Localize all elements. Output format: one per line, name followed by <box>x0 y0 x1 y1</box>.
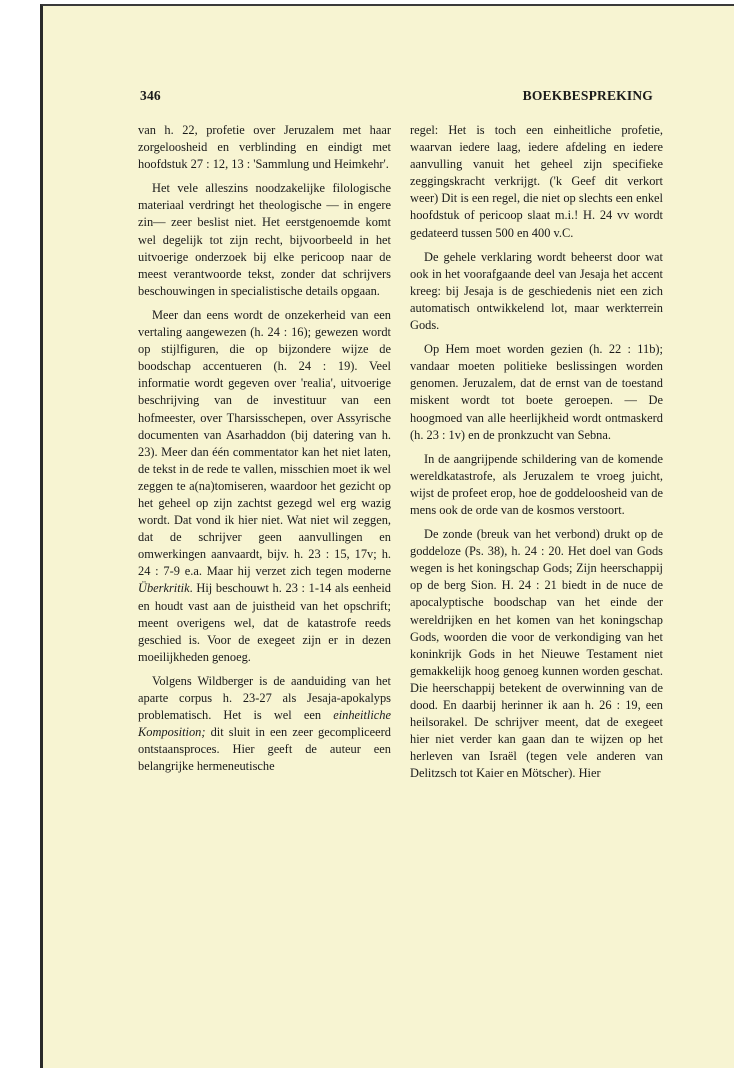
italic-term: einheitliche Komposition; <box>138 708 391 740</box>
paragraph: Meer dan eens wordt de onzekerheid van een vertaling aangewezen (h. 24 : 16); gewezen wordt op stijlfiguren, die op bijzondere wijze de boodschap accentueren (h. 24 : 19). Veel informatie wordt gegeven over 'realia', uitvoerige beschrijving van de investituur van een hofmeester, over Tharsisschepen, over Assyrische documenten van Asarhaddon (bij datering van h. 23). Meer dan één commentator kan het niet laten, de tekst in de rede te vallen, misschien moet ik wel zeggen te a(na)tomiseren, waardoor het gezicht op het geheel op zijn zachtst gezegd wel erg wazig wordt. Dat vond ik hier niet. Wat niet wil zeggen, dat de schrijver geen aanvullingen en omwerkingen aanvaardt, bijv. h. 23 : 15, 17v; h. 24 : 7-9 e.a. Maar hij verzet zich tegen moderne Überkritik. Hij beschouwt h. 23 : 1-14 als eenheid en houdt vast aan de juistheid van het opschrift; meent overigens wel, dat de katastrofe reeds geschied is. Voor de exegeet zijn er in dezen moeilijkheden genoeg. <box>138 307 391 664</box>
running-title: BOEKBESPREKING <box>522 88 653 103</box>
right-column <box>410 122 663 789</box>
italic-term: Überkritik <box>138 581 190 596</box>
paragraph: regel: Het is toch een einheitliche profetie, waarvan iedere laag, iedere afdeling en iedere aanvulling vanuit het geheel zijn specifieke zeggingskracht verkrijgt. ('k Geef dit verkort weer) Dit is een regel, die niet op slechts een enkel hoofdstuk of pericoop slaat m.i.! H. 24 vv wordt gedateerd tussen 500 en 400 v.C. <box>410 123 663 240</box>
paragraph: van h. 22, profetie over Jeruzalem met haar zorgeloosheid en verblinding en eindigt met hoofdstuk 27 : 12, 13 : 'Sammlung und Heimkehr'. <box>138 123 391 172</box>
page-header <box>140 88 653 108</box>
paragraph: De zonde (breuk van het verbond) drukt op de goddeloze (Ps. 38), h. 24 : 20. Het doel van Gods wegen is het koningschap Gods; Zijn heerschappij op de berg Sion. H. 24 : 21 biedt in de nuce de apocalyptische boodschap van het einde der wereldrijken en het komen van het koningschap Gods, woorden die voor de verkondiging van het koninkrijk Gods in het Nieuwe Testament niet gemakkelijk hoog genoeg kunnen worden geschat. Die heerschappij betekent de overwinning van de dood. En daarbij herinner ik aan h. 26 : 19, een heilsorakel. De schrijver meent, dat de exegeet hier niet verder kan gaan dan te wijzen op het herleven van Israël (tegen vele anderen van Delitzsch tot Kaier en Mötscher). Hier <box>410 527 663 781</box>
paragraph: De gehele verklaring wordt beheerst door wat ook in het voorafgaande deel van Jesaja het accent kreeg: bij Jesaja is de geschiedenis niet een zich automatisch ontwikkelend lot, maar werkterrein Gods. <box>410 249 663 333</box>
paragraph: Op Hem moet worden gezien (h. 22 : 11b); vandaar moeten politieke beslissingen worden genomen. Jeruzalem, dat de ernst van de toestand miskent wordt tot boete geroepen. — De hoogmoed van alle heerlijkheid wordt ontmaskerd (h. 23 : 1v) en de pronkzucht van Sebna. <box>410 342 663 442</box>
paragraph: Het vele alleszins noodzakelijke filologische materiaal verdringt het theologische — in engere zin— zeer beslist niet. Het eerstgenoemde komt wel degelijk tot zijn recht, bijvoorbeeld in het uitvoerige onderzoek bij elke pericoop naar de meest verantwoorde tekst, zonder dat schrijvers beschouwingen in specialistische details opgaan. <box>138 181 391 298</box>
page-number: 346 <box>140 88 161 103</box>
paragraph: Volgens Wildberger is de aanduiding van het aparte corpus h. 23-27 als Jesaja-apokalyps problematisch. Het is wel een einheitliche Komposition; dit sluit in een zeer gecompliceerd ontstaansproces. Hier geeft de auteur een belangrijke hermeneutische <box>138 673 391 774</box>
paragraph: In de aangrijpende schildering van de komende wereldkatastrofe, als Jeruzalem te vroeg juicht, wijst de profeet erop, hoe de goddeloosheid van de mens ook de orde van de kosmos verstoort. <box>410 451 663 517</box>
left-column <box>138 122 391 782</box>
